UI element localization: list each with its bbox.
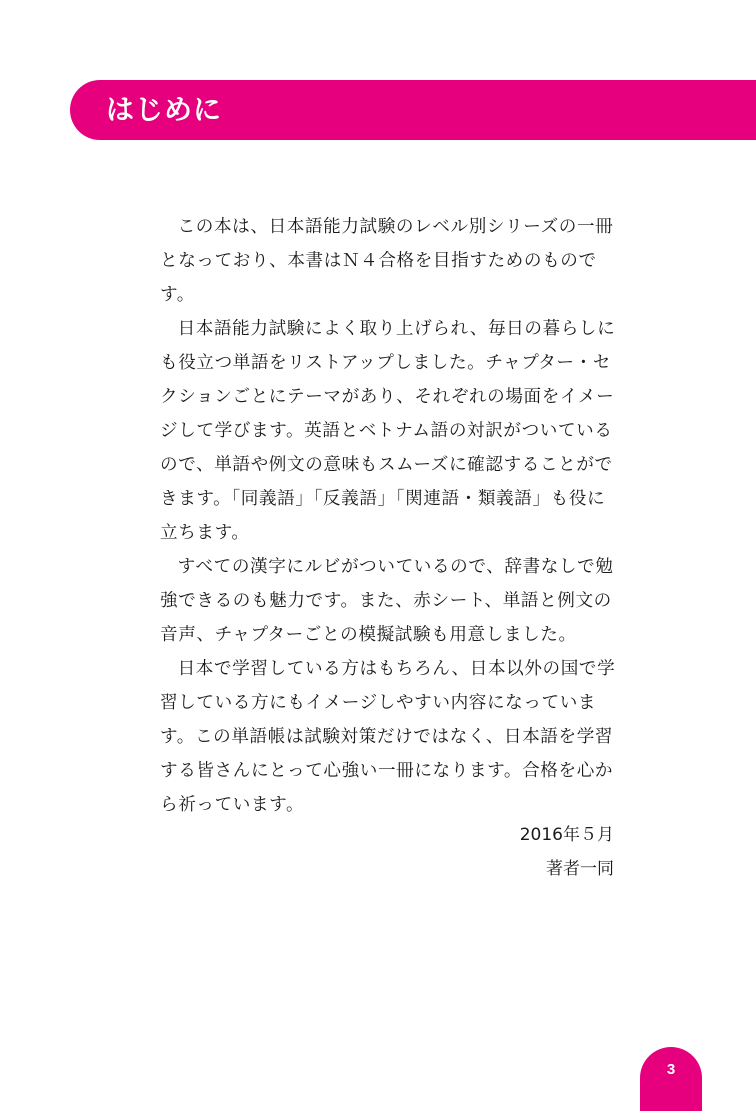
page-title: はじめに <box>106 93 223 126</box>
signature-author: 著者一同 <box>546 859 614 879</box>
title-banner <box>70 80 756 140</box>
paragraph-2: 日本語能力試験によく取り上げられ、毎日の暮らしにも役立つ単語をリストアップしました。チャプター・セクションごとにテーマがあり、それぞれの場面をイメージして学びます。英語とベトナム語の対訳がついているので、単語や例文の意味もスムーズに確認することができます。「同義語」「反義語」「関連語・類義語」も役に立ちます。 <box>160 319 616 543</box>
page-number: 3 <box>666 1061 676 1078</box>
preface-body <box>160 210 620 822</box>
signature-block <box>520 818 614 886</box>
page-number-tab <box>640 1047 702 1111</box>
paragraph-4: 日本で学習している方はもちろん、日本以外の国で学習している方にもイメージしやすい内容になっています。この単語帳は試験対策だけではなく、日本語を学習する皆さんにとって心強い一冊になります。合格を心から祈っています。 <box>160 659 616 815</box>
signature-date: 2016年５月 <box>519 825 614 845</box>
paragraph-1: この本は、日本語能力試験のレベル別シリーズの一冊となっており、本書はＮ４合格を目指すためのものです。 <box>160 217 614 305</box>
paragraph-3: すべての漢字にルビがついているので、辞書なしで勉強できるのも魅力です。また、赤シート、単語と例文の音声、チャプターごとの模擬試験も用意しました。 <box>160 557 614 645</box>
